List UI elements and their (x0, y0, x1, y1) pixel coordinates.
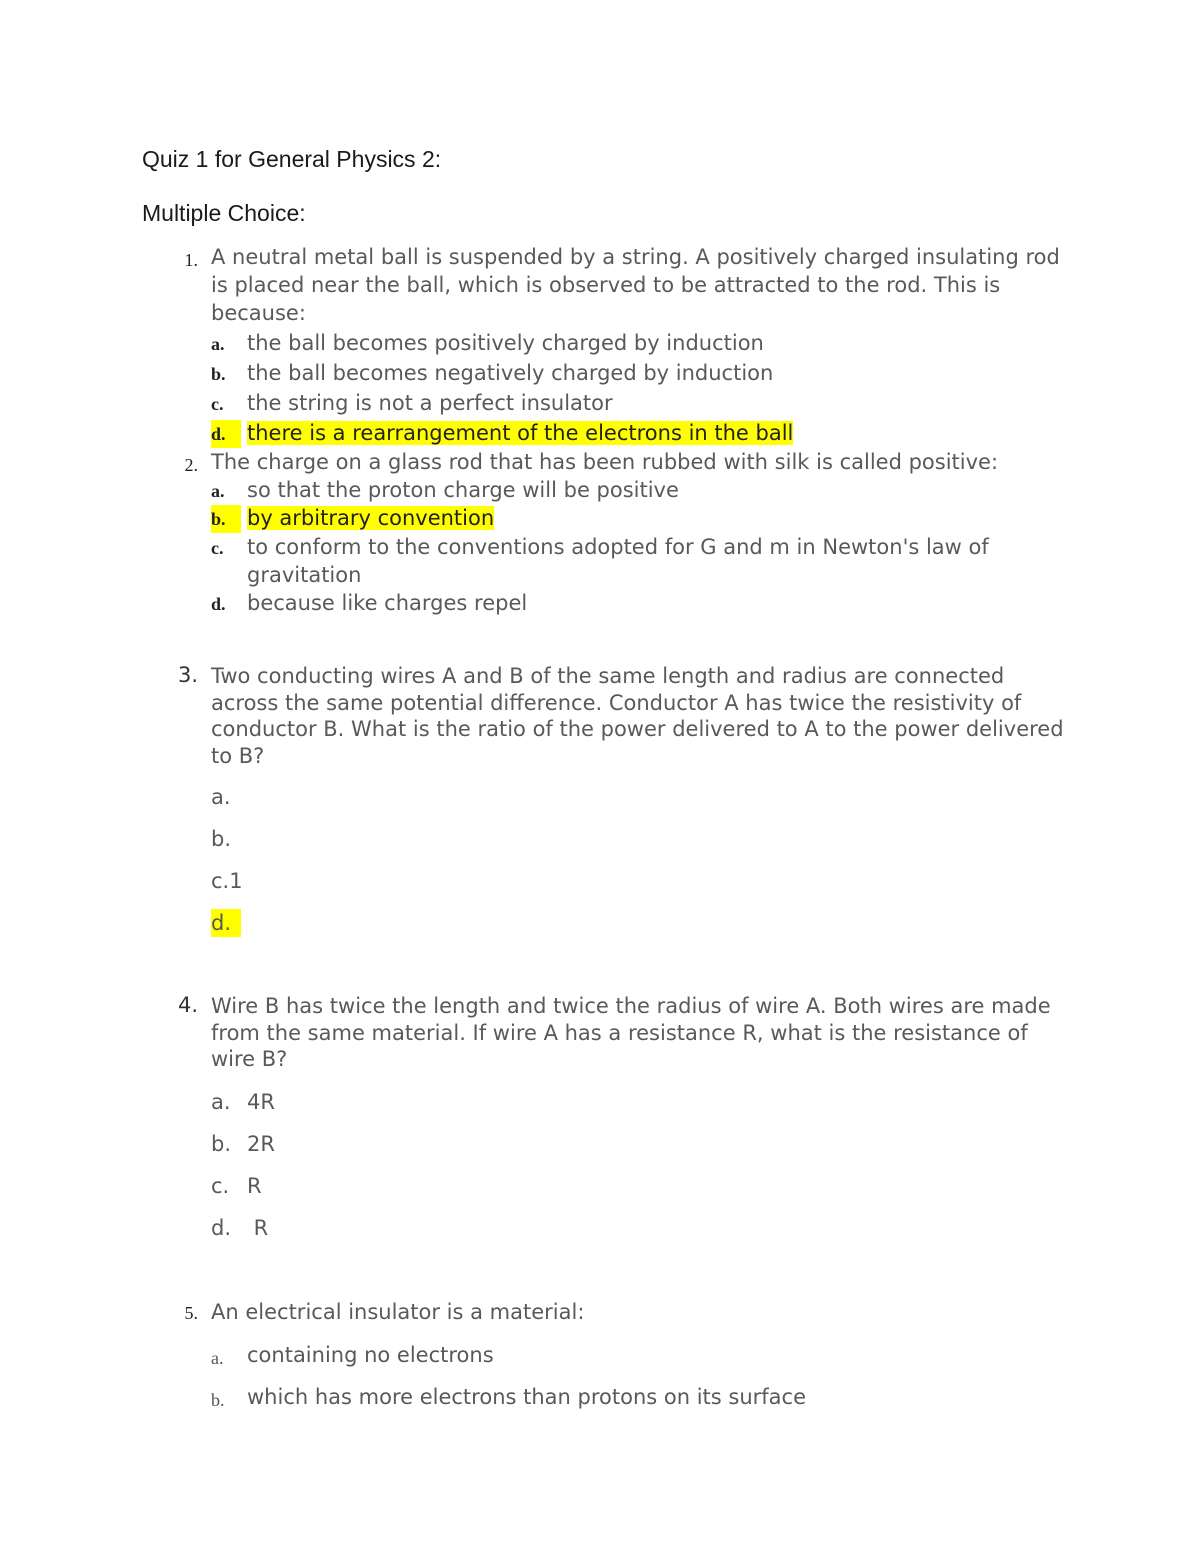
option-text: because like charges repel (247, 591, 528, 615)
question-text: A neutral metal ball is suspended by a string. A positively charged insulating rod is placed near the ball, which is observed to be attracted to the rod. This is because: (211, 245, 1060, 325)
option-letter: c. (211, 538, 224, 558)
option-letter: d. (211, 594, 226, 614)
option-text: so that the proton charge will be positive (247, 478, 679, 502)
option-text: to conform to the conventions adopted for G and m in Newton's law of gravitation (247, 535, 989, 587)
question-number: 4. (177, 993, 198, 1017)
option-letter: c. (211, 394, 224, 414)
option-letter: b. (211, 1390, 225, 1410)
option-letter: b. (211, 1132, 232, 1156)
highlighted-answer: there is a rearrangement of the electrons in the ball (247, 421, 794, 445)
option-letter: d. (211, 909, 241, 937)
question-number: 2. (184, 455, 198, 475)
question-text: Wire B has twice the length and twice the radius of wire A. Both wires are made from the same material. If wire A has a resistance R, what is the resistance of wire B? (211, 994, 1051, 1071)
option-text: R (247, 1174, 262, 1198)
option-text: the string is not a perfect insulator (247, 391, 613, 415)
option-letter: c.1 (211, 869, 243, 893)
question-number: 5. (184, 1303, 198, 1323)
question-number: 1. (184, 250, 198, 270)
option-letter: d. (211, 420, 241, 448)
quiz-title: Quiz 1 for General Physics 2: (142, 146, 442, 172)
option-letter: a. (211, 481, 225, 501)
option-text: the ball becomes positively charged by induction (247, 331, 764, 355)
option-text: 2R (247, 1132, 275, 1156)
option-letter: b. (211, 364, 226, 384)
option-text: containing no electrons (247, 1343, 494, 1367)
option-text: which has more electrons than protons on its surface (247, 1385, 807, 1409)
question-text: The charge on a glass rod that has been rubbed with silk is called positive: (211, 450, 999, 474)
option-letter: d. (211, 1216, 232, 1240)
option-text: the ball becomes negatively charged by induction (247, 361, 774, 385)
option-letter: a. (211, 1090, 231, 1114)
question-text: An electrical insulator is a material: (211, 1300, 585, 1324)
question-text: Two conducting wires A and B of the same length and radius are connected across the same potential difference. Conductor A has twice the resistivity of conductor B. What is the ratio of the power delivered to A to the power delivered to B? (211, 664, 1064, 768)
option-text: R (247, 1216, 269, 1240)
option-letter: b. (211, 505, 241, 533)
option-letter: a. (211, 785, 231, 809)
option-letter: a. (211, 1348, 224, 1368)
question-number: 3. (177, 663, 198, 687)
option-text: 4R (247, 1090, 275, 1114)
option-letter: a. (211, 334, 225, 354)
option-letter: c. (211, 1174, 230, 1198)
section-heading: Multiple Choice: (142, 200, 306, 226)
highlighted-answer: by arbitrary convention (247, 506, 495, 530)
option-letter: b. (211, 827, 232, 851)
